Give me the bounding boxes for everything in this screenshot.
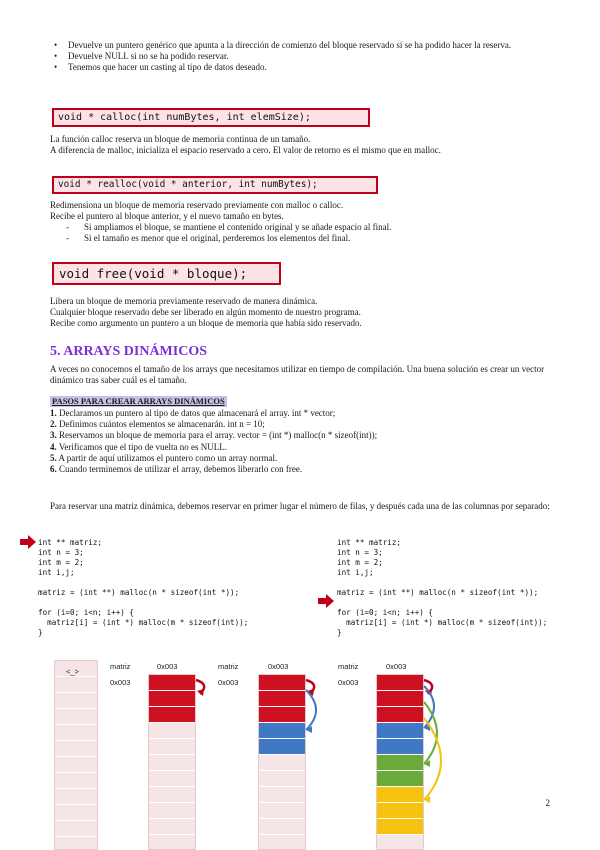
step-item: 1. Declaramos un puntero al tipo de datos que almacenará el array. int * vector;	[50, 408, 336, 418]
code-line: int n = 3;	[337, 548, 383, 557]
pointer-value: 0x003	[338, 678, 359, 687]
pointer-value: 0x003	[110, 678, 131, 687]
code-line: int ** matriz;	[337, 538, 402, 547]
code-line: int m = 2;	[38, 558, 84, 567]
garbage-value: <_>	[66, 667, 79, 676]
code-right	[337, 538, 547, 638]
curved-arrow-icon	[424, 702, 437, 764]
address-label: 0x003	[268, 662, 289, 671]
section-intro: A veces no conocemos el tamaño de los arrays que necesitamos utilizar en tiempo de compilación. Una buena solución es crear un vector dinámico tras saber cuál es el tamaño.	[50, 364, 545, 385]
matrix-intro: Para reservar una matriz dinámica, debemos reservar en primer lugar el número de filas, y después cada una de las columnas por separado:	[50, 501, 550, 511]
code-line: matriz = (int **) malloc(n * sizeof(int *));	[337, 588, 539, 597]
steps-subheading: PASOS PARA CREAR ARRAYS DINÁMICOS	[52, 396, 225, 406]
pointer-value: 0x003	[218, 678, 239, 687]
paragraph-line: Redimensiona un bloque de memoria reservado previamente con malloc o calloc.	[50, 200, 344, 210]
paragraph-line: Recibe como argumento un puntero a un bloque de memoria que había sido reservado.	[50, 318, 362, 328]
paragraph-line: Recibe el puntero al bloque anterior, y el nuevo tamaño en bytes.	[50, 211, 284, 221]
calloc-description	[50, 134, 570, 156]
realloc-notes	[62, 222, 562, 244]
variable-label: matriz	[218, 662, 239, 671]
code-line: }	[38, 628, 43, 637]
calloc-signature: void * calloc(int numBytes, int elemSize);	[52, 108, 370, 127]
code-line: int i,j;	[38, 568, 75, 577]
realloc-description	[50, 200, 570, 222]
address-label: 0x003	[157, 662, 178, 671]
pointer-arrows	[0, 650, 600, 848]
list-item: • Devuelve NULL si no se ha podido reservar.	[52, 51, 552, 62]
return-value-bullets	[52, 40, 552, 73]
step-item: 3. Reservamos un bloque de memoria para el array. vector = (int *) malloc(n * sizeof(int));	[50, 430, 378, 441]
paragraph-line: La función calloc reserva un bloque de memoria continua de un tamaño.	[50, 134, 311, 144]
arrowhead-icon	[197, 689, 204, 696]
step-item: 5. A partir de aquí utilizamos el puntero como un array normal.	[50, 452, 278, 463]
page-number: 2	[545, 798, 550, 808]
realloc-signature: void * realloc(void * anterior, int numBytes);	[52, 176, 378, 194]
list-item: • Tenemos que hacer un casting al tipo de datos deseado.	[52, 62, 552, 73]
paragraph-line: Cualquier bloque reservado debe ser liberado en algún momento de nuestro programa.	[50, 307, 361, 317]
code-line: matriz = (int **) malloc(n * sizeof(int *));	[38, 588, 240, 597]
variable-label: matriz	[110, 662, 131, 671]
code-line: for (i=0; i<n; i++) {	[337, 608, 434, 617]
code-left	[38, 538, 248, 638]
list-item: - Si ampliamos el bloque, se mantiene el contenido original y se añade espacio al final.	[62, 222, 562, 233]
code-line: for (i=0; i<n; i++) {	[38, 608, 135, 617]
list-item: • Devuelve un puntero genérico que apunta a la dirección de comienzo del bloque reservado si se ha podido hacer la reserva.	[52, 40, 552, 51]
execution-arrow-left	[20, 535, 36, 549]
code-line: matriz[i] = (int *) malloc(m * sizeof(int));	[337, 618, 548, 627]
code-line: int m = 2;	[337, 558, 383, 567]
curved-arrow-icon	[424, 686, 434, 728]
step-item: 6. Cuando terminemos de utilizar el array, debemos liberarlo con free.	[50, 464, 303, 475]
curved-arrow-icon	[424, 718, 441, 800]
variable-label: matriz	[338, 662, 359, 671]
code-line: int ** matriz;	[38, 538, 103, 547]
arrow-right-icon	[20, 535, 36, 549]
free-signature: void free(void * bloque);	[52, 262, 281, 285]
paragraph-line: Libera un bloque de memoria previamente reservado de manera dinámica.	[50, 296, 318, 306]
steps-list	[50, 408, 570, 475]
code-line: int n = 3;	[38, 548, 84, 557]
step-item: 2. Definimos cuántos elementos se almacenarán. int n = 10;	[50, 419, 265, 430]
arrow-right-icon	[318, 594, 334, 608]
code-line: matriz[i] = (int *) malloc(m * sizeof(int));	[38, 618, 249, 627]
code-line: }	[337, 628, 342, 637]
free-description	[50, 296, 570, 329]
address-label: 0x003	[386, 662, 407, 671]
step-item: 4. Verificamos que el tipo de vuelta no es NULL.	[50, 441, 228, 452]
paragraph-line: A diferencia de malloc, inicializa el espacio reservado a cero. El valor de retorno es el mismo que en malloc.	[50, 145, 441, 155]
curved-arrow-icon	[306, 690, 316, 730]
execution-arrow-right	[318, 594, 334, 608]
code-line: int i,j;	[337, 568, 374, 577]
list-item: - Si el tamaño es menor que el original, perderemos los elementos del final.	[62, 233, 562, 244]
section-title: 5. ARRAYS DINÁMICOS	[50, 344, 208, 359]
